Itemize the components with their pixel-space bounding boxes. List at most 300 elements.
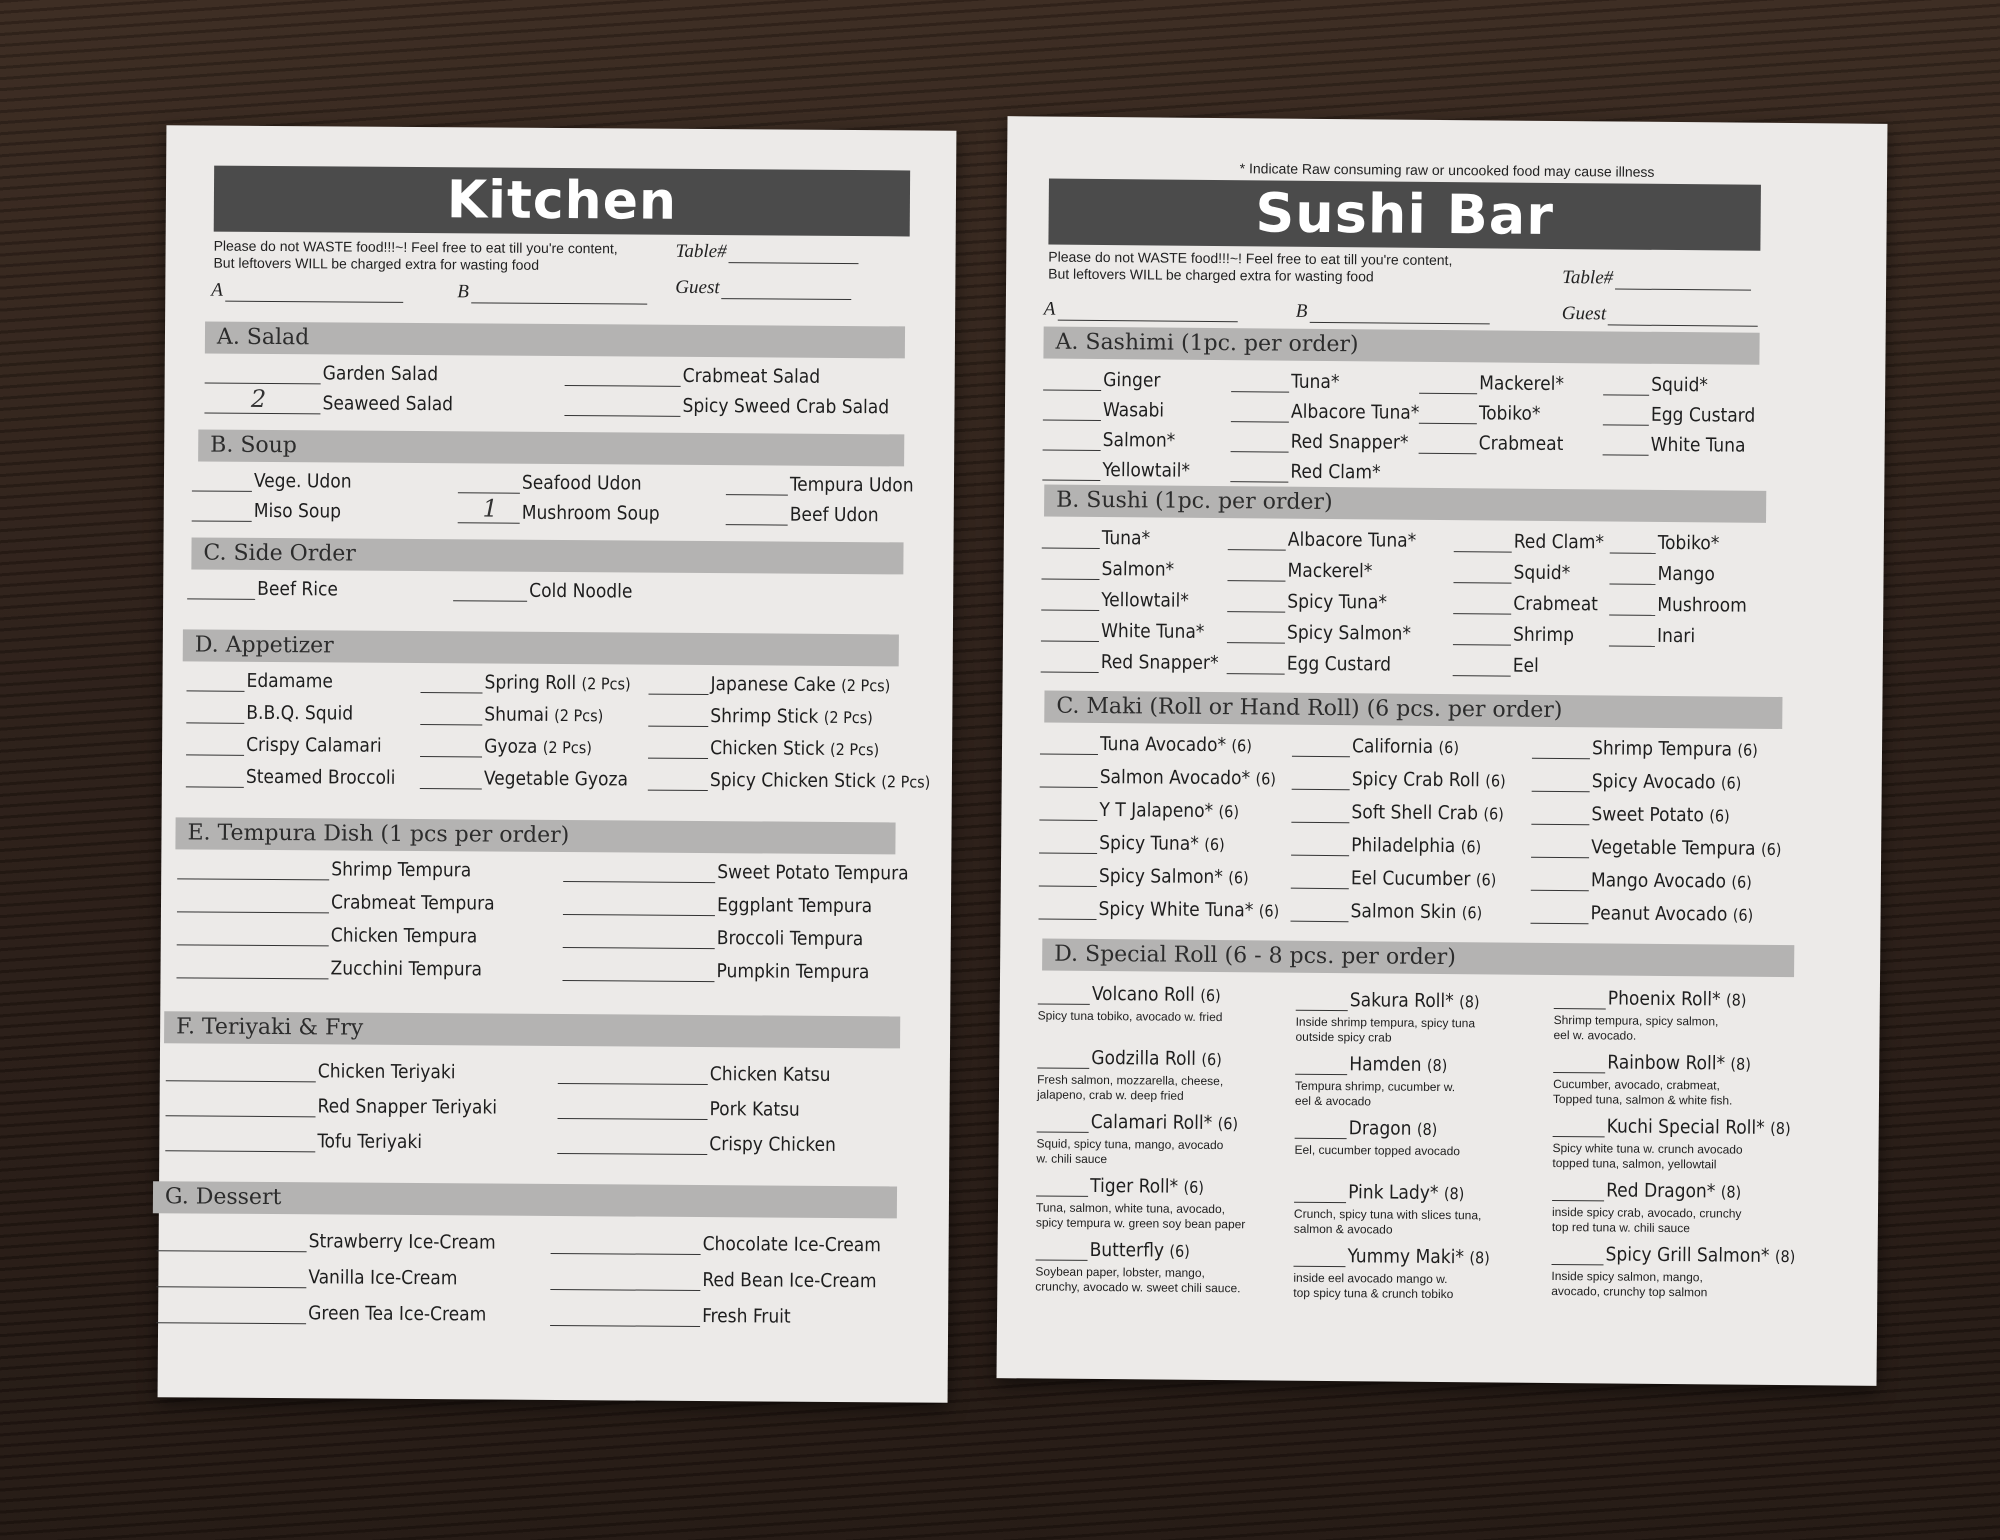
menu-item-shrimp[interactable] <box>1453 623 1574 646</box>
menu-item-red-bean-ice-cream[interactable] <box>550 1268 876 1292</box>
menu-item-yellowtail[interactable] <box>1041 588 1189 611</box>
quantity-blank[interactable] <box>458 492 520 493</box>
menu-item-vanilla-ice-cream[interactable] <box>156 1265 457 1289</box>
quantity-blank[interactable] <box>563 914 715 916</box>
quantity-blank[interactable] <box>1553 1072 1605 1073</box>
item-description: w. chili sauce <box>1036 1151 1108 1167</box>
menu-item-red-snapper[interactable] <box>1041 650 1219 674</box>
table-number-field[interactable] <box>1562 267 1751 291</box>
quantity-blank[interactable] <box>166 1115 316 1117</box>
quantity-blank[interactable] <box>1603 424 1649 425</box>
quantity-blank[interactable] <box>648 790 708 791</box>
menu-item-salmon[interactable] <box>1043 429 1176 452</box>
item-name: Shrimp Stick <box>710 705 819 728</box>
item-name: Garden Salad <box>322 362 439 386</box>
item-name: Egg Custard <box>1286 652 1392 676</box>
menu-item-godzilla-roll[interactable] <box>1037 1046 1222 1070</box>
menu-item-salmon-avocado[interactable] <box>1040 765 1276 789</box>
item-name: Red Dragon* <box>1606 1179 1716 1203</box>
menu-item-tobiko[interactable] <box>1610 531 1720 554</box>
quantity-blank[interactable] <box>558 1083 708 1085</box>
menu-item-red-clam[interactable] <box>1230 460 1380 483</box>
quantity-blank[interactable] <box>1419 393 1477 395</box>
menu-item-red-snapper[interactable] <box>1231 430 1409 454</box>
menu-item-shumai[interactable] <box>420 703 603 726</box>
section-header-d-special-roll-6-8-pcs-per-order: D. Special Roll (6 - 8 pcs. per order) <box>1042 939 1794 978</box>
menu-item-japanese-cake[interactable] <box>648 673 890 697</box>
quantity-blank[interactable] <box>1231 451 1289 453</box>
menu-item-chicken-tempura[interactable] <box>177 923 478 947</box>
piece-count: (2 Pcs) <box>830 739 880 760</box>
piece-count: (8) <box>1774 1246 1796 1267</box>
quantity-blank[interactable] <box>1419 453 1477 455</box>
menu-item-cold-noodle[interactable] <box>453 579 632 602</box>
section-header-g-dessert: G. Dessert <box>153 1181 897 1218</box>
menu-item-soft-shell-crab[interactable] <box>1291 801 1504 825</box>
piece-count: (2 Pcs) <box>581 674 631 694</box>
quantity-blank[interactable] <box>1609 583 1655 584</box>
menu-item-tofu-teriyaki[interactable] <box>165 1129 422 1153</box>
quantity-blank[interactable] <box>1036 1195 1088 1196</box>
item-name: Eel Cucumber <box>1350 867 1471 891</box>
item-name: Spicy Tuna* <box>1287 590 1388 614</box>
piece-count: (6) <box>1732 905 1754 925</box>
quantity-blank[interactable] <box>550 1289 700 1291</box>
menu-item-spicy-sweed-crab-salad[interactable] <box>564 394 889 418</box>
quantity-blank[interactable] <box>1292 789 1350 791</box>
quantity-blank[interactable] <box>156 1322 306 1324</box>
menu-item-inari[interactable] <box>1609 624 1695 647</box>
quantity-blank[interactable] <box>1043 390 1101 392</box>
quantity-blank[interactable] <box>557 1153 707 1155</box>
item-name: California <box>1351 735 1434 758</box>
menu-item-pumpkin-tempura[interactable] <box>562 959 869 983</box>
quantity-blank[interactable] <box>1292 756 1350 758</box>
quantity-blank[interactable] <box>565 385 681 387</box>
sushi-intro <box>1048 249 1452 287</box>
quantity-blank[interactable] <box>563 947 715 949</box>
item-description: Tempura shrimp, cucumber w. <box>1295 1078 1456 1095</box>
quantity-blank[interactable] <box>1230 481 1288 483</box>
item-name: Salmon* <box>1101 558 1175 581</box>
guest-field[interactable] <box>675 277 851 300</box>
menu-item-miso-soup[interactable] <box>192 499 341 522</box>
menu-item-sweet-potato[interactable] <box>1531 803 1729 827</box>
menu-item-crabmeat-tempura[interactable] <box>177 890 495 914</box>
quantity-blank[interactable] <box>186 722 244 723</box>
item-name: Chocolate Ice-Cream <box>702 1233 882 1257</box>
field-label: A <box>1043 298 1056 320</box>
quantity-blank[interactable] <box>157 1250 307 1252</box>
quantity-blank[interactable] <box>550 1325 700 1327</box>
menu-item-red-clam[interactable] <box>1454 530 1604 553</box>
quantity-blank[interactable] <box>1531 857 1589 859</box>
menu-item-beef-rice[interactable] <box>187 577 338 600</box>
quantity-blank[interactable] <box>186 754 244 755</box>
menu-item-hamden[interactable] <box>1295 1053 1447 1076</box>
quantity-blank[interactable] <box>1039 819 1097 821</box>
quantity-blank[interactable] <box>1453 582 1511 584</box>
menu-item-crabmeat-salad[interactable] <box>565 364 821 388</box>
quantity-blank[interactable] <box>1041 609 1099 611</box>
sushi-bar-order-sheet <box>997 116 1888 1386</box>
quantity-blank[interactable] <box>177 878 329 880</box>
quantity-blank[interactable] <box>156 1286 306 1288</box>
quantity-blank[interactable] <box>1037 1131 1089 1132</box>
menu-item-calamari-roll[interactable] <box>1037 1110 1239 1134</box>
item-description: Eel, cucumber topped avocado <box>1294 1142 1461 1159</box>
menu-item-tuna[interactable] <box>1231 370 1339 393</box>
quantity-blank[interactable] <box>1295 1074 1347 1075</box>
piece-count: (2 Pcs) <box>554 705 604 726</box>
menu-item-pork-katsu[interactable] <box>558 1097 800 1121</box>
quantity-blank[interactable] <box>1532 791 1590 793</box>
menu-item-mango-avocado[interactable] <box>1531 869 1752 893</box>
menu-item-seaweed-salad[interactable] <box>204 384 454 416</box>
menu-item-vegetable-gyoza[interactable] <box>420 767 628 790</box>
piece-count: (6) <box>1731 872 1752 892</box>
menu-item-white-tuna[interactable] <box>1041 619 1205 642</box>
quantity-blank[interactable] <box>1040 786 1098 788</box>
b-field[interactable] <box>1296 301 1490 325</box>
item-name: Crabmeat Salad <box>682 364 821 388</box>
quantity-blank[interactable] <box>1039 852 1097 854</box>
item-name: Spicy Grill Salmon* <box>1605 1243 1770 1267</box>
item-name: Yellowtail* <box>1102 459 1191 482</box>
menu-item-gyoza[interactable] <box>420 735 592 758</box>
menu-item-egg-custard[interactable] <box>1227 652 1392 675</box>
menu-item-tobiko[interactable] <box>1419 402 1541 425</box>
quantity-blank[interactable] <box>1043 450 1101 452</box>
menu-item-chicken-stick[interactable] <box>648 737 879 761</box>
menu-item-rainbow-roll[interactable] <box>1553 1051 1751 1075</box>
quantity-blank[interactable] <box>562 980 714 982</box>
intro-line: Please do not WASTE food!!!~! Feel free to eat till you're content, <box>1048 248 1453 269</box>
item-name: Seaweed Salad <box>322 392 454 416</box>
quantity-blank[interactable] <box>1227 580 1285 582</box>
menu-item-crabmeat[interactable] <box>1419 432 1564 455</box>
menu-item-tuna-avocado[interactable] <box>1040 732 1252 756</box>
menu-item-garden-salad[interactable] <box>205 362 439 386</box>
item-name: Albacore Tuna* <box>1287 528 1417 552</box>
item-name: Chicken Tempura <box>330 924 478 948</box>
menu-item-kuchi-special-roll[interactable] <box>1553 1115 1791 1139</box>
quantity-blank[interactable] <box>1293 1266 1345 1267</box>
menu-item-vege-udon[interactable] <box>192 469 352 492</box>
quantity-blank[interactable] <box>186 786 244 787</box>
menu-item-red-snapper-teriyaki[interactable] <box>166 1094 498 1118</box>
menu-item-red-dragon[interactable] <box>1552 1179 1741 1203</box>
quantity-blank[interactable] <box>564 415 680 417</box>
menu-item-eel-cucumber[interactable] <box>1291 867 1497 891</box>
menu-item-volcano-roll[interactable] <box>1038 982 1221 1006</box>
quantity-blank[interactable] <box>1603 454 1649 455</box>
quantity-blank[interactable] <box>1039 885 1097 887</box>
menu-item-tuna[interactable] <box>1042 527 1150 550</box>
quantity-blank[interactable] <box>1609 614 1655 615</box>
menu-item-california[interactable] <box>1292 735 1459 758</box>
quantity-blank[interactable] <box>1228 549 1286 551</box>
quantity-blank[interactable] <box>1554 1008 1606 1009</box>
menu-item-squid[interactable] <box>1603 373 1708 396</box>
quantity-blank[interactable] <box>1295 1138 1347 1139</box>
menu-item-mushroom[interactable] <box>1609 593 1747 616</box>
item-description: Inside spicy salmon, mango, <box>1551 1268 1703 1285</box>
menu-item-salmon[interactable] <box>1041 557 1174 580</box>
table-number-field[interactable] <box>676 241 859 264</box>
quantity-blank[interactable] <box>558 1118 708 1120</box>
quantity-blank[interactable] <box>1291 921 1349 923</box>
menu-item-y-t-jalapeno[interactable] <box>1039 798 1239 822</box>
menu-item-broccoli-tempura[interactable] <box>563 926 864 950</box>
piece-count: (6) <box>1204 834 1225 855</box>
item-name: Spicy Chicken Stick <box>709 769 876 793</box>
section-header-b-sushi-1pc-per-order: B. Sushi (1pc. per order) <box>1044 485 1766 523</box>
menu-item-shrimp-tempura[interactable] <box>177 857 471 881</box>
menu-item-spicy-salmon[interactable] <box>1039 864 1249 888</box>
quantity-blank[interactable] <box>1041 640 1099 642</box>
menu-item-mango[interactable] <box>1609 562 1715 585</box>
quantity-blank[interactable] <box>166 1080 316 1082</box>
section-header-d-appetizer: D. Appetizer <box>183 629 899 666</box>
menu-item-wasabi[interactable] <box>1043 399 1164 422</box>
guest-field[interactable] <box>1562 303 1759 327</box>
menu-item-yellowtail[interactable] <box>1042 459 1190 482</box>
menu-item-spring-roll[interactable] <box>420 671 630 694</box>
quantity-blank[interactable] <box>1041 671 1099 673</box>
item-description: Inside shrimp tempura, spicy tuna <box>1295 1014 1476 1031</box>
menu-item-spicy-tuna[interactable] <box>1227 590 1387 613</box>
menu-item-spicy-salmon[interactable] <box>1227 621 1411 645</box>
menu-item-mushroom-soup[interactable] <box>458 494 660 525</box>
a-field[interactable] <box>211 280 403 303</box>
quantity-blank[interactable] <box>458 494 520 523</box>
quantity-blank[interactable] <box>420 692 482 693</box>
quantity-blank[interactable] <box>1291 822 1349 824</box>
quantity-blank[interactable] <box>563 881 715 883</box>
quantity-blank[interactable] <box>186 690 244 691</box>
quantity-blank[interactable] <box>1291 888 1349 890</box>
quantity-blank[interactable] <box>453 600 527 602</box>
menu-item-eggplant-tempura[interactable] <box>563 893 872 917</box>
item-name: Soft Shell Crab <box>1351 801 1479 825</box>
menu-item-mackerel[interactable] <box>1227 559 1372 582</box>
a-field[interactable] <box>1044 299 1238 323</box>
menu-item-crabmeat[interactable] <box>1453 592 1598 615</box>
raw-food-note: * Indicate Raw consuming raw or uncooked food may cause illness <box>1239 160 1655 180</box>
menu-item-ginger[interactable] <box>1043 369 1160 392</box>
quantity-blank[interactable] <box>1609 645 1655 646</box>
quantity-blank[interactable] <box>1532 758 1590 760</box>
item-name: White Tuna* <box>1100 620 1205 643</box>
quantity-blank[interactable] <box>1296 1010 1348 1011</box>
item-name: Chicken Stick <box>710 737 825 760</box>
menu-item-egg-custard[interactable] <box>1603 403 1756 426</box>
quantity-blank[interactable] <box>1231 391 1289 393</box>
quantity-blank[interactable] <box>1038 1003 1090 1004</box>
quantity-blank[interactable] <box>1041 578 1099 580</box>
quantity-blank[interactable] <box>192 520 252 521</box>
item-name: Japanese Cake <box>710 673 836 696</box>
quantity-blank[interactable] <box>1553 1136 1605 1137</box>
menu-item-mackerel[interactable] <box>1419 372 1564 395</box>
menu-item-shrimp-stick[interactable] <box>648 705 873 729</box>
quantity-blank[interactable] <box>1453 675 1511 677</box>
piece-count: (8) <box>1459 992 1480 1012</box>
menu-item-strawberry-ice-cream[interactable] <box>157 1229 496 1253</box>
quantity-blank[interactable] <box>1552 1264 1604 1265</box>
quantity-blank[interactable] <box>1042 547 1100 549</box>
quantity-blank[interactable] <box>1227 611 1285 613</box>
menu-item-steamed-broccoli[interactable] <box>186 765 396 788</box>
menu-item-edamame[interactable] <box>186 669 333 692</box>
kitchen-intro <box>213 238 617 275</box>
menu-item-butterfly[interactable] <box>1036 1238 1190 1261</box>
b-field[interactable] <box>457 281 647 304</box>
quantity-blank[interactable] <box>1419 423 1477 425</box>
quantity-blank[interactable] <box>176 977 328 979</box>
quantity-blank[interactable] <box>177 911 329 913</box>
quantity-blank[interactable] <box>1603 394 1649 395</box>
menu-item-crispy-calamari[interactable] <box>186 733 382 756</box>
item-name: Gyoza <box>484 735 538 758</box>
menu-item-squid[interactable] <box>1453 561 1570 584</box>
quantity-blank[interactable] <box>1036 1259 1088 1260</box>
menu-item-b-b-q-squid[interactable] <box>186 701 353 724</box>
item-name: Beef Rice <box>257 577 339 601</box>
menu-item-spicy-avocado[interactable] <box>1532 770 1742 794</box>
menu-item-spicy-white-tuna[interactable] <box>1039 897 1280 921</box>
piece-count: (6) <box>1760 839 1782 859</box>
menu-item-chocolate-ice-cream[interactable] <box>551 1232 881 1256</box>
item-name: Green Tea Ice-Cream <box>308 1302 487 1326</box>
menu-item-crispy-chicken[interactable] <box>557 1132 836 1156</box>
menu-item-sweet-potato-tempura[interactable] <box>563 860 909 884</box>
menu-item-spicy-tuna[interactable] <box>1039 831 1225 855</box>
item-name: Miso Soup <box>253 499 342 523</box>
menu-item-chicken-katsu[interactable] <box>558 1062 831 1086</box>
menu-item-chicken-teriyaki[interactable] <box>166 1059 456 1083</box>
menu-item-phoenix-roll[interactable] <box>1554 987 1747 1011</box>
menu-item-spicy-grill-salmon[interactable] <box>1552 1243 1796 1267</box>
menu-item-spicy-chicken-stick[interactable] <box>648 769 931 793</box>
quantity-blank[interactable] <box>1291 855 1349 857</box>
piece-count: (6) <box>1438 737 1460 758</box>
piece-count: (2 Pcs) <box>881 772 931 792</box>
item-name: Spicy White Tuna* <box>1098 898 1254 922</box>
item-description: Soybean paper, lobster, mango, <box>1035 1264 1205 1280</box>
item-name: Peanut Avocado <box>1590 902 1728 926</box>
piece-count: (8) <box>1770 1118 1791 1139</box>
menu-item-sakura-roll[interactable] <box>1296 989 1480 1013</box>
quantity-blank[interactable] <box>648 694 708 695</box>
menu-item-peanut-avocado[interactable] <box>1530 902 1753 926</box>
quantity-blank[interactable] <box>1227 642 1285 644</box>
menu-item-spicy-crab-roll[interactable] <box>1292 768 1506 792</box>
quantity-blank[interactable] <box>1037 1067 1089 1068</box>
item-name: Crabmeat Tempura <box>330 891 495 915</box>
quantity-blank[interactable] <box>177 944 329 946</box>
menu-item-philadelphia[interactable] <box>1291 834 1481 858</box>
quantity-blank[interactable] <box>1552 1200 1604 1201</box>
item-name: Chicken Katsu <box>709 1063 831 1086</box>
quantity-blank[interactable] <box>726 494 788 495</box>
menu-item-pink-lady[interactable] <box>1294 1181 1464 1204</box>
quantity-blank[interactable] <box>187 598 255 599</box>
item-name: Mango <box>1657 562 1716 586</box>
menu-item-yummy-maki[interactable] <box>1293 1245 1489 1269</box>
item-name: Mango Avocado <box>1590 869 1727 893</box>
quantity-blank[interactable] <box>1039 918 1097 920</box>
item-name: Red Bean Ice-Cream <box>702 1269 877 1293</box>
quantity-blank[interactable] <box>648 726 708 727</box>
piece-count: (6) <box>1258 901 1280 921</box>
item-name: Red Clam* <box>1513 530 1605 554</box>
menu-item-eel[interactable] <box>1453 654 1539 677</box>
quantity-blank[interactable] <box>551 1253 701 1255</box>
menu-item-albacore-tuna[interactable] <box>1231 400 1420 424</box>
quantity-blank[interactable] <box>1530 923 1588 925</box>
quantity-blank[interactable] <box>1453 644 1511 646</box>
menu-item-fresh-fruit[interactable] <box>550 1304 791 1328</box>
quantity-blank[interactable] <box>726 524 788 525</box>
quantity-blank[interactable] <box>1294 1202 1346 1203</box>
menu-item-white-tuna[interactable] <box>1603 433 1746 456</box>
quantity-blank[interactable] <box>1040 753 1098 755</box>
menu-item-salmon-skin[interactable] <box>1291 900 1483 924</box>
quantity-blank[interactable] <box>420 724 482 725</box>
quantity-blank[interactable] <box>1043 420 1101 422</box>
menu-item-tempura-udon[interactable] <box>726 473 914 496</box>
quantity-blank[interactable] <box>204 384 320 415</box>
menu-item-seafood-udon[interactable] <box>458 471 642 494</box>
item-description: Fresh salmon, mozzarella, cheese, <box>1037 1072 1224 1089</box>
piece-count: (6) <box>1218 802 1240 822</box>
item-name: Shrimp <box>1512 623 1575 647</box>
quantity-blank[interactable] <box>1610 552 1656 553</box>
item-name: Kuchi Special Roll* <box>1606 1115 1765 1139</box>
item-name: Crispy Chicken <box>709 1133 836 1156</box>
item-description: topped tuna, salmon, yellowtail <box>1552 1155 1717 1172</box>
piece-count: (6) <box>1720 773 1742 793</box>
item-name: Strawberry Ice-Cream <box>308 1230 496 1254</box>
quantity-blank[interactable] <box>1454 551 1512 553</box>
menu-item-beef-udon[interactable] <box>726 503 879 526</box>
quantity-blank[interactable] <box>1531 890 1589 892</box>
quantity-blank[interactable] <box>648 758 708 759</box>
quantity-blank[interactable] <box>420 788 482 789</box>
quantity-blank[interactable] <box>1231 421 1289 423</box>
quantity-blank[interactable] <box>1227 673 1285 675</box>
menu-item-vegetable-tempura[interactable] <box>1531 836 1781 860</box>
piece-count: (2 Pcs) <box>841 675 891 696</box>
menu-item-zucchini-tempura[interactable] <box>176 956 482 980</box>
quantity-blank[interactable] <box>420 756 482 757</box>
piece-count: (6) <box>1169 1241 1190 1261</box>
field-label: Guest <box>1561 303 1607 325</box>
quantity-blank[interactable] <box>165 1150 315 1152</box>
quantity-blank[interactable] <box>1531 824 1589 826</box>
quantity-blank[interactable] <box>1042 480 1100 482</box>
item-name: Vegetable Gyoza <box>483 767 629 791</box>
menu-item-tiger-roll[interactable] <box>1036 1174 1204 1197</box>
menu-item-albacore-tuna[interactable] <box>1228 528 1417 552</box>
menu-item-green-tea-ice-cream[interactable] <box>156 1301 486 1325</box>
menu-item-shrimp-tempura[interactable] <box>1532 737 1758 761</box>
menu-item-dragon[interactable] <box>1295 1117 1438 1140</box>
quantity-blank[interactable] <box>192 490 252 491</box>
quantity-blank[interactable] <box>1453 613 1511 615</box>
